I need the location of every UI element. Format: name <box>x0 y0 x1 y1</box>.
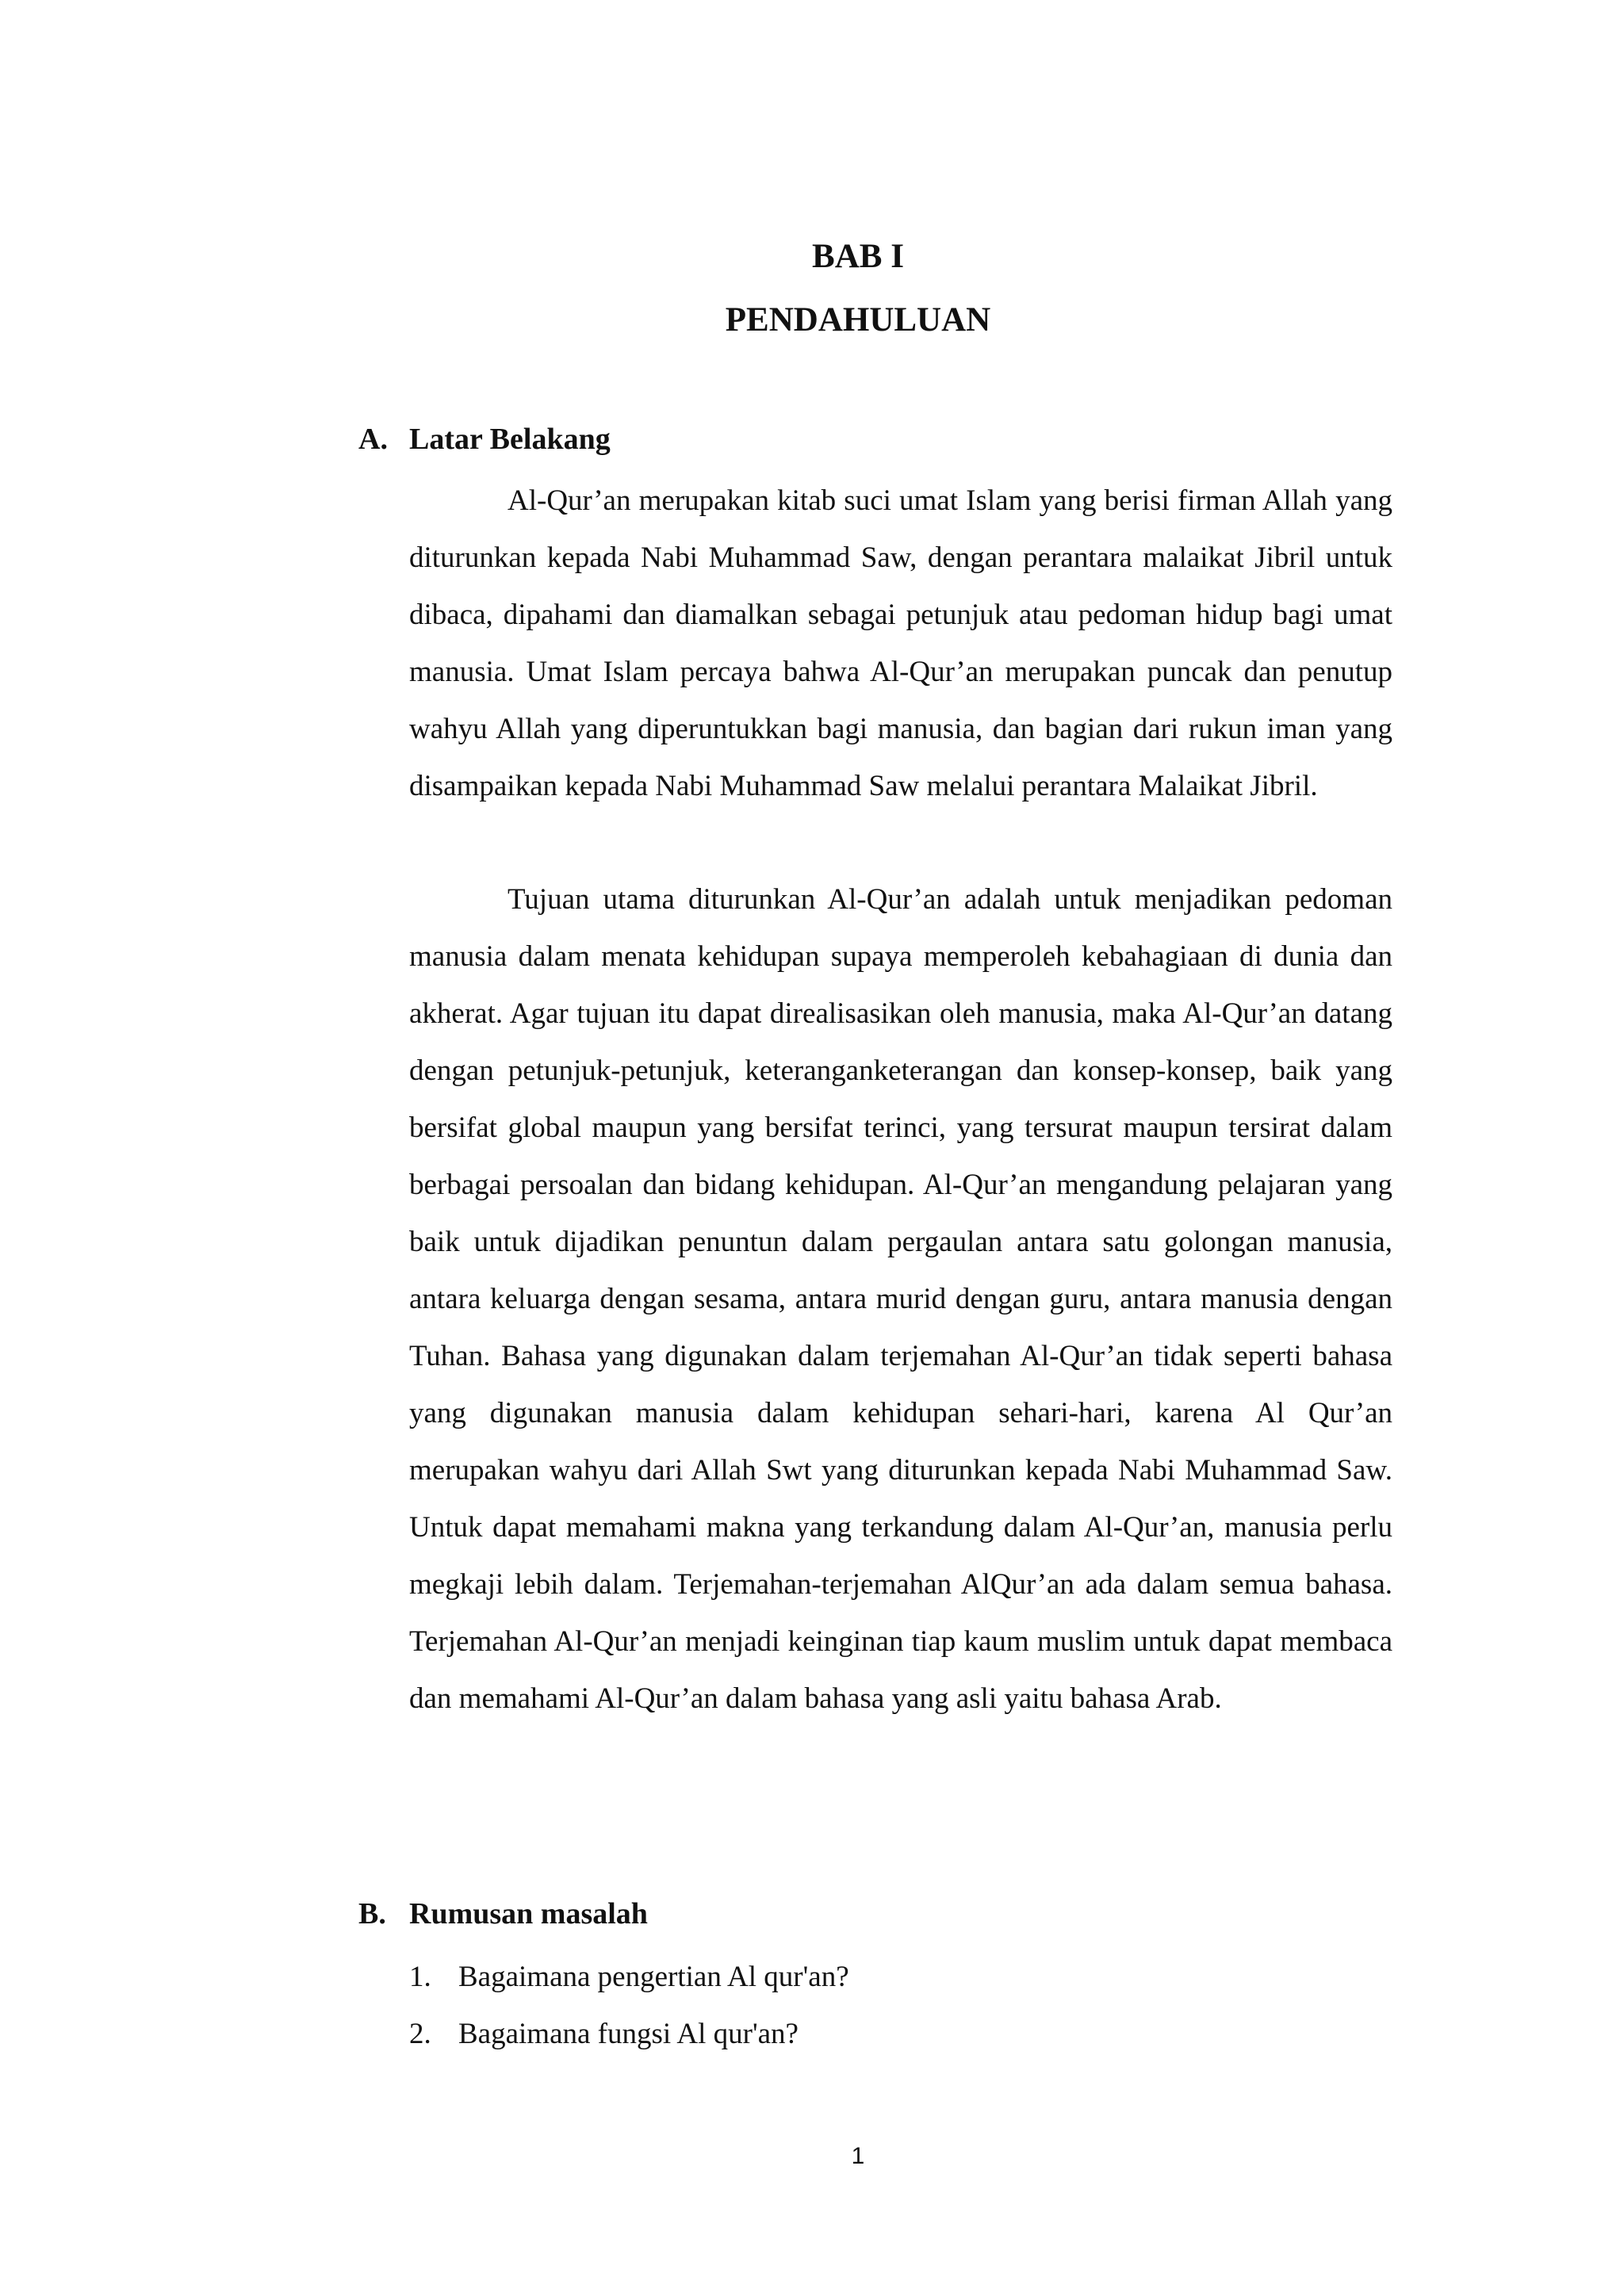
section-b-marker: B. <box>358 1897 386 1931</box>
paragraph-text: Tujuan utama diturunkan Al-Qur’an adalah untuk menjadikan pedoman manusia dalam menata kehidupan supaya memperoleh kebahagiaan di dunia dan akherat. Agar tujuan itu dapat direalisasikan oleh manusia, maka Al-Qur’an datang dengan petunjuk-petunjuk, keteranganketerangan dan konsep-konsep, baik yang bersifat global maupun yang bersifat terinci, yang tersurat maupun tersirat dalam berbagai persoalan dan bidang kehidupan. Al-Qur’an mengandung pelajaran yang baik untuk dijadikan penuntun dalam pergaulan antara satu golongan manusia, antara keluarga dengan sesama, antara murid dengan guru, antara manusia dengan Tuhan. Bahasa yang digunakan dalam terjemahan Al-Qur’an tidak seperti bahasa yang digunakan manusia dalam kehidupan sehari-hari, karena Al Qur’an merupakan wahyu dari Allah Swt yang diturunkan kepada Nabi Muhammad Saw. Untuk dapat memahami makna yang terkandung dalam Al-Qur’an, manusia perlu megkaji lebih dalam. Terjemahan-terjemahan AlQur’an ada dalam semua bahasa. Terjemahan Al-Qur’an menjadi keinginan tiap kaum muslim untuk dapat membaca dan memahami Al-Qur’an dalam bahasa yang asli yaitu bahasa Arab. <box>409 883 1392 1715</box>
paragraph-text: Al-Qur’an merupakan kitab suci umat Islam yang berisi firman Allah yang diturunkan kepada Nabi Muhammad Saw, dengan perantara malaikat Jibril untuk dibaca, dipahami dan diamalkan sebagai petunjuk atau pedoman hidup bagi umat manusia. Umat Islam percaya bahwa Al-Qur’an merupakan puncak dan penutup wahyu Allah yang diperuntukkan bagi manusia, dan bagian dari rukun iman yang disampaikan kepada Nabi Muhammad Saw melalui perantara Malaikat Jibril. <box>409 484 1392 802</box>
background-paragraph-2 <box>409 871 1392 1728</box>
section-a-marker: A. <box>358 423 388 456</box>
list-item-number: 2. <box>409 2018 431 2050</box>
page-number: 1 <box>851 2143 865 2169</box>
list-item-number: 1. <box>409 1961 431 1993</box>
chapter-title: PENDAHULUAN <box>725 301 991 339</box>
section-a-title: Latar Belakang <box>409 423 611 456</box>
section-a-heading <box>358 420 611 458</box>
section-b-heading <box>358 1895 648 1933</box>
list-item-text: Bagaimana fungsi Al qur'an? <box>458 2018 799 2050</box>
chapter-number: BAB I <box>812 238 904 275</box>
problem-question-list <box>409 1949 849 2063</box>
section-b-title: Rumusan masalah <box>409 1897 648 1931</box>
background-paragraph-1 <box>409 473 1392 815</box>
list-item <box>409 2006 849 2063</box>
list-item <box>409 1949 849 2006</box>
list-item-text: Bagaimana pengertian Al qur'an? <box>458 1961 849 1993</box>
